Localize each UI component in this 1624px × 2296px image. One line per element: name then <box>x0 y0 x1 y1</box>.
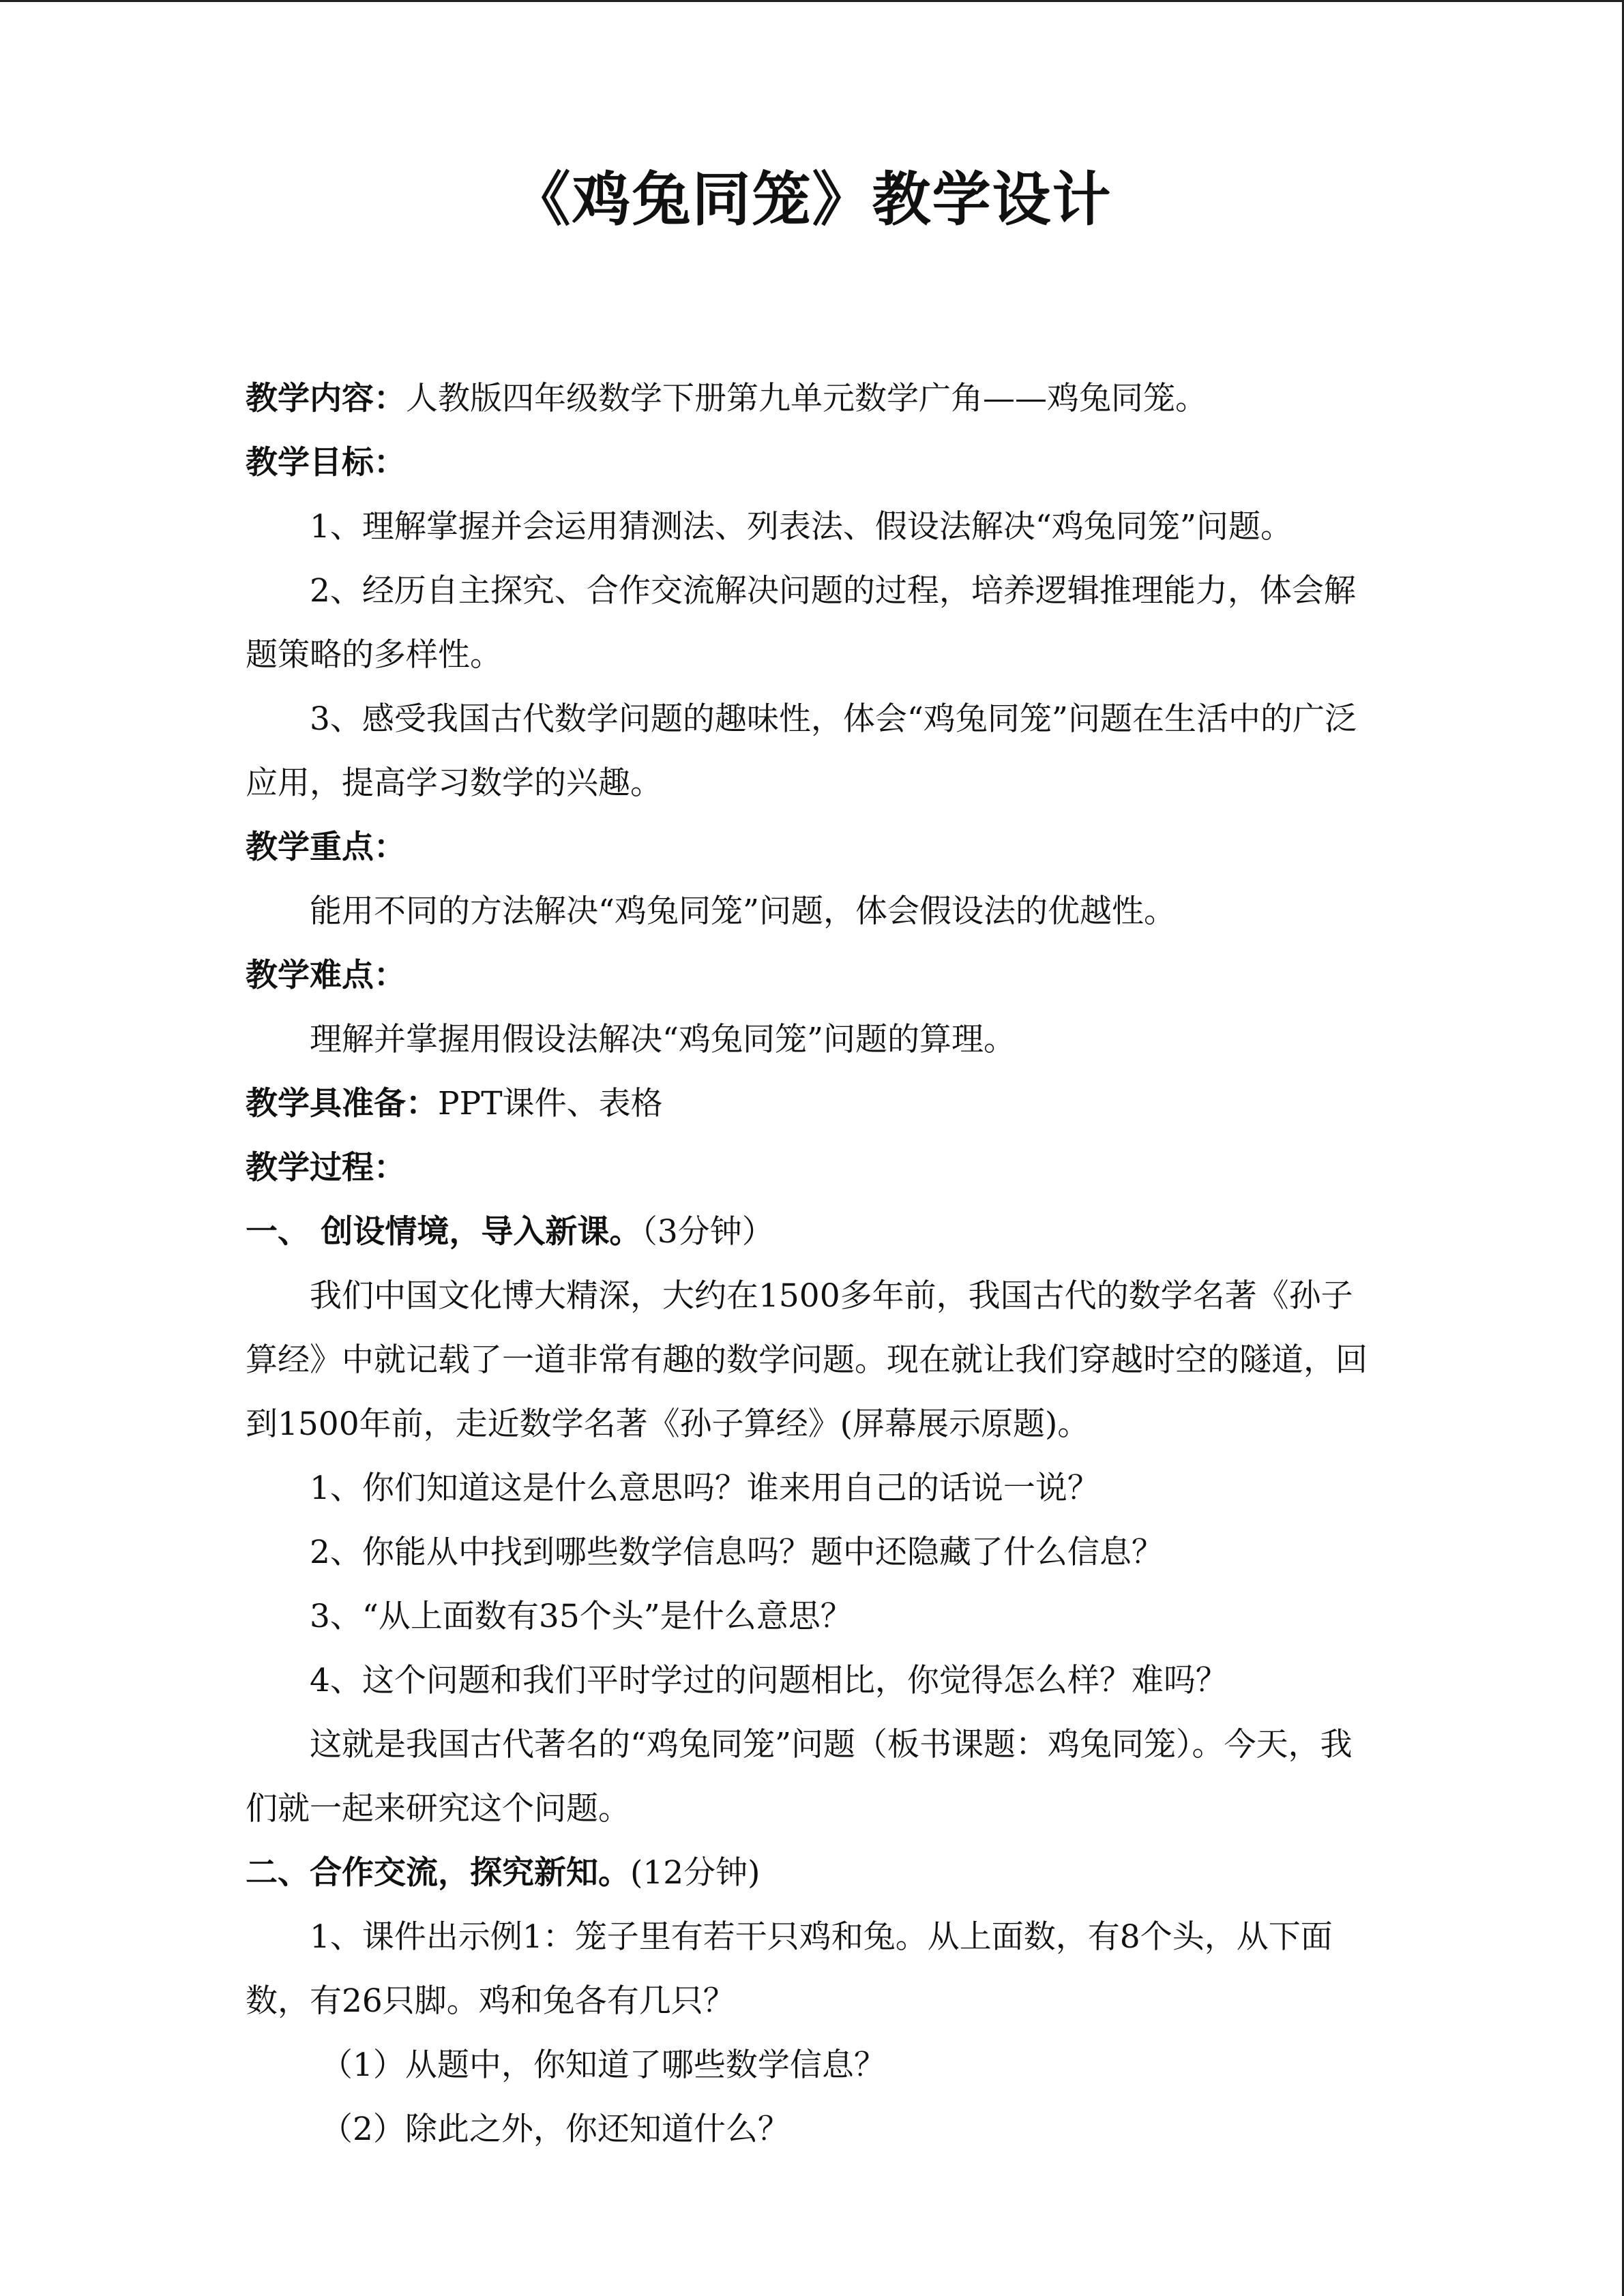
content-line <box>246 367 1378 431</box>
section2-heading: 二、合作交流，探究新知。 <box>246 1854 630 1892</box>
content-label: 教学内容： <box>246 380 406 417</box>
tools-label: 教学具准备： <box>246 1085 438 1122</box>
tools-line <box>246 1072 1378 1136</box>
key-label: 教学重点： <box>246 829 406 866</box>
difficulty-label: 教学难点： <box>246 957 406 994</box>
tools-text: PPT课件、表格 <box>438 1085 663 1122</box>
section2-time: (12分钟) <box>630 1854 761 1892</box>
goal-item: 3、感受我国古代数学问题的趣味性，体会“鸡兔同笼”问题在生活中的广泛应用，提高学习数学的兴趣。 <box>246 700 1357 802</box>
difficulty-text: 理解并掌握用假设法解决“鸡兔同笼”问题的算理。 <box>310 1021 1016 1058</box>
section2-heading-line <box>246 1841 1378 1905</box>
section1-heading-line <box>246 1200 1378 1264</box>
process-label: 教学过程： <box>246 1149 406 1187</box>
section2-sub-question: （1）从题中，你知道了哪些数学信息？ <box>321 2046 886 2084</box>
section1-summary: 这就是我国古代著名的“鸡兔同笼”问题（板书课题：鸡兔同笼）。今天，我们就一起来研究这个问题。 <box>246 1726 1353 1828</box>
section1-question: 4、这个问题和我们平时学过的问题相比，你觉得怎么样？难吗？ <box>310 1662 1228 1699</box>
content-text: 人教版四年级数学下册第九单元数学广角——鸡兔同笼。 <box>406 380 1207 417</box>
section1-question: 2、你能从中找到哪些数学信息吗？题中还隐藏了什么信息？ <box>310 1534 1164 1571</box>
goals-label: 教学目标： <box>246 444 406 481</box>
section1-intro: 我们中国文化博大精深，大约在1500多年前，我国古代的数学名著《孙子算经》中就记载了一道非常有趣的数学问题。现在就让我们穿越时空的隧道，回到1500年前，走近数学名著《孙子算经》(屏幕展示原题)。 <box>246 1277 1368 1443</box>
document-body <box>246 367 1378 2162</box>
section1-question: 1、你们知道这是什么意思吗？谁来用自己的话说一说？ <box>310 1470 1099 1507</box>
section2-example: 1、课件出示例1：笼子里有若干只鸡和兔。从上面数，有8个头，从下面数，有26只脚。鸡和兔各有几只？ <box>246 1918 1333 2020</box>
document-title: 《鸡兔同笼》教学设计 <box>512 165 1112 234</box>
goal-item: 1、理解掌握并会运用猜测法、列表法、假设法解决“鸡兔同笼”问题。 <box>310 508 1293 546</box>
goal-item: 2、经历自主探究、合作交流解决问题的过程，培养逻辑推理能力，体会解题策略的多样性。 <box>246 572 1356 674</box>
section1-time: （3分钟） <box>641 1213 774 1251</box>
key-text: 能用不同的方法解决“鸡兔同笼”问题，体会假设法的优越性。 <box>310 893 1177 930</box>
section1-question: 3、“从上面数有35个头”是什么意思？ <box>310 1598 853 1635</box>
section1-heading: 一、 创设情境，导入新课。 <box>246 1213 642 1251</box>
section2-sub-question: （2）除此之外，你还知道什么？ <box>321 2111 790 2148</box>
